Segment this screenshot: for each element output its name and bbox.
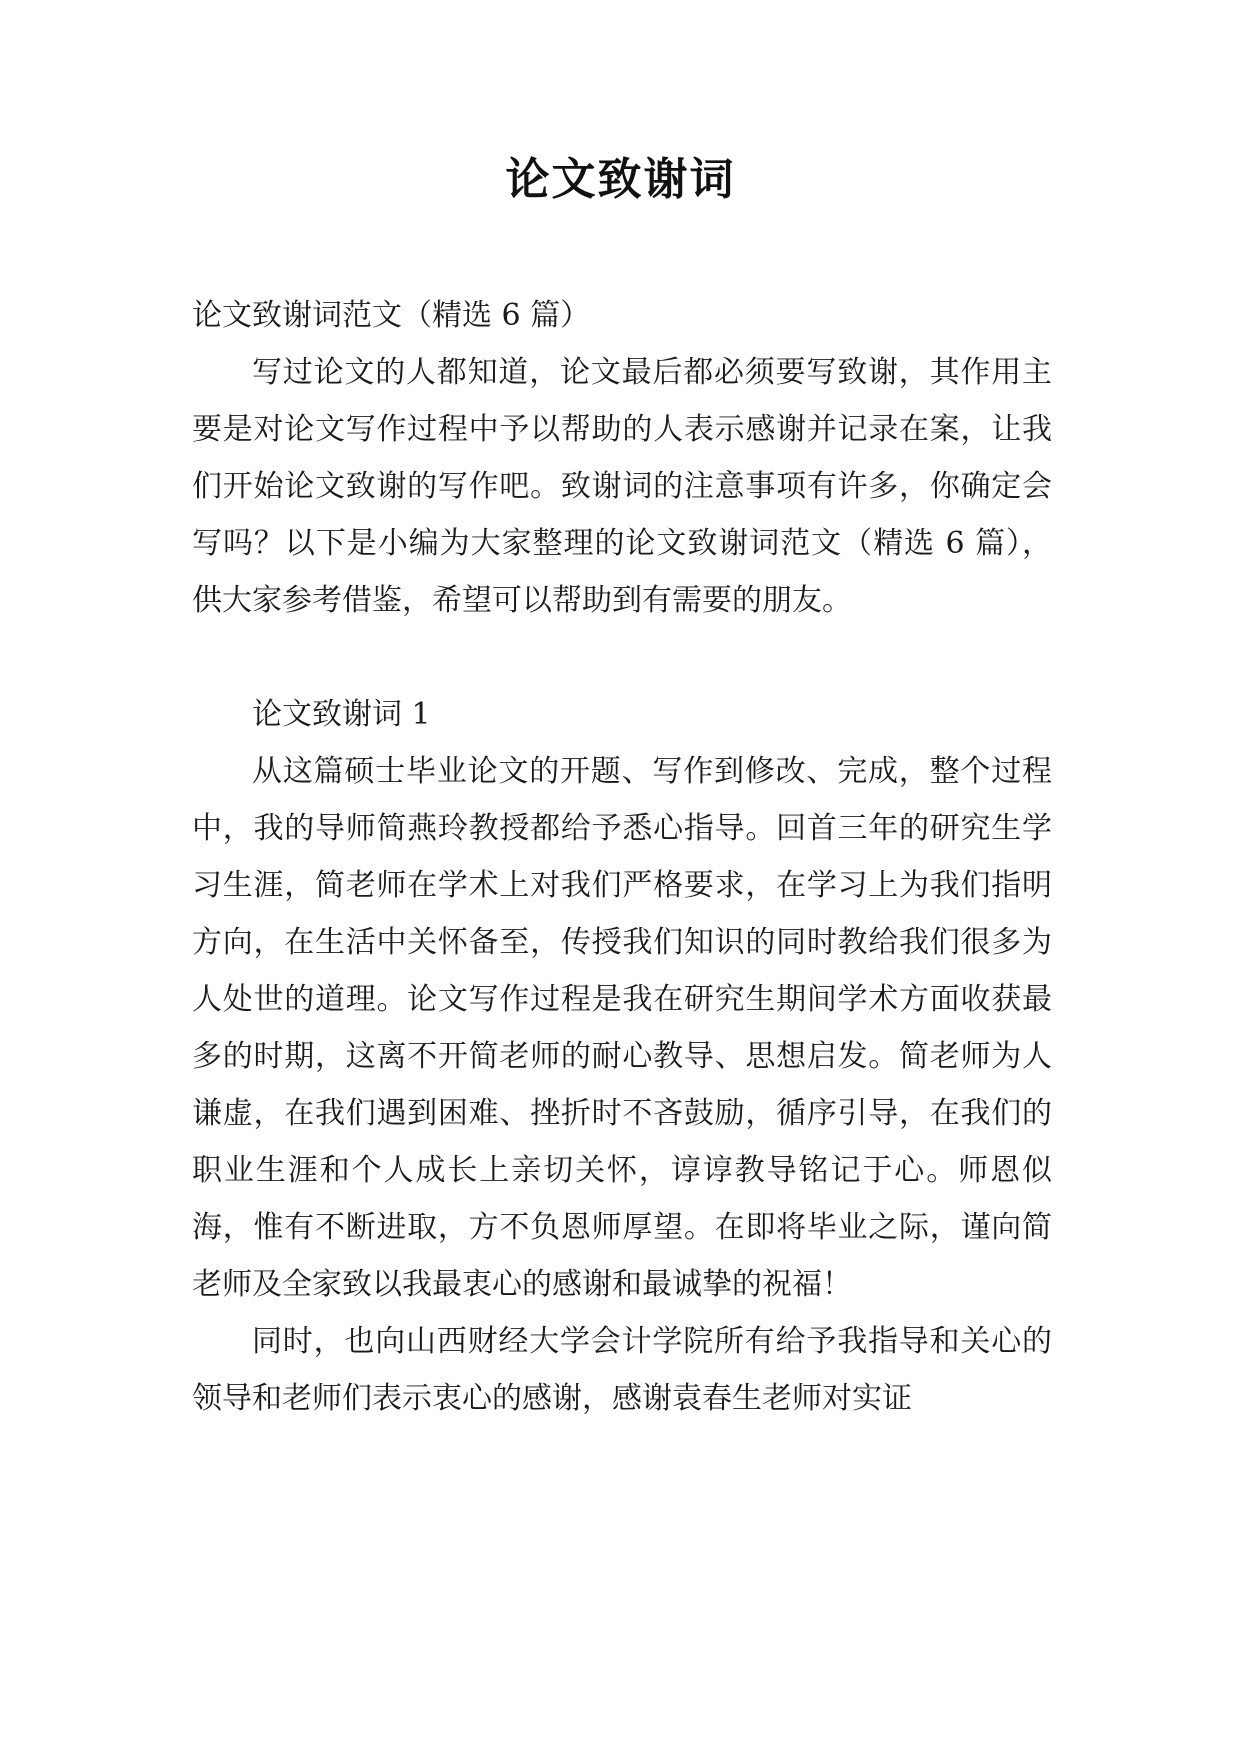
document-title: 论文致谢词 (505, 154, 736, 205)
body-paragraph-1: 从这篇硕士毕业论文的开题、写作到修改、完成，整个过程中，我的导师简燕玲教授都给予悉心指导。回首三年的研究生学习生涯，简老师在学术上对我们严格要求，在学习上为我们指明方向，在生活中关怀备至，传授我们知识的同时教给我们很多为人处世的道理。论文写作过程是我在研究生期间学术方面收获最多的时期，这离不开简老师的耐心教导、思想启发。简老师为人谦虚，在我们遇到困难、挫折时不吝鼓励，循序引导，在我们的职业生涯和个人成长上亲切关怀，谆谆教导铭记于心。师恩似海，惟有不断进取，方不负恩师厚望。在即将毕业之际，谨向简老师及全家致以我最衷心的感谢和最诚挚的祝福！ (192, 754, 1052, 1302)
document-subtitle: 论文致谢词范文（精选 6 篇） (192, 298, 591, 333)
document-body (192, 287, 1052, 1427)
section-heading: 论文致谢词 1 (252, 697, 431, 732)
body-paragraph-2: 同时，也向山西财经大学会计学院所有给予我指导和关心的领导和老师们表示衷心的感谢，感谢袁春生老师对实证 (192, 1324, 1052, 1416)
paragraph-spacer (192, 629, 1052, 686)
intro-paragraph: 写过论文的人都知道，论文最后都必须要写致谢，其作用主要是对论文写作过程中予以帮助的人表示感谢并记录在案，让我们开始论文致谢的写作吧。致谢词的注意事项有许多，你确定会写吗？以下是小编为大家整理的论文致谢词范文（精选 6 篇），供大家参考借鉴，希望可以帮助到有需要的朋友。 (192, 355, 1052, 618)
